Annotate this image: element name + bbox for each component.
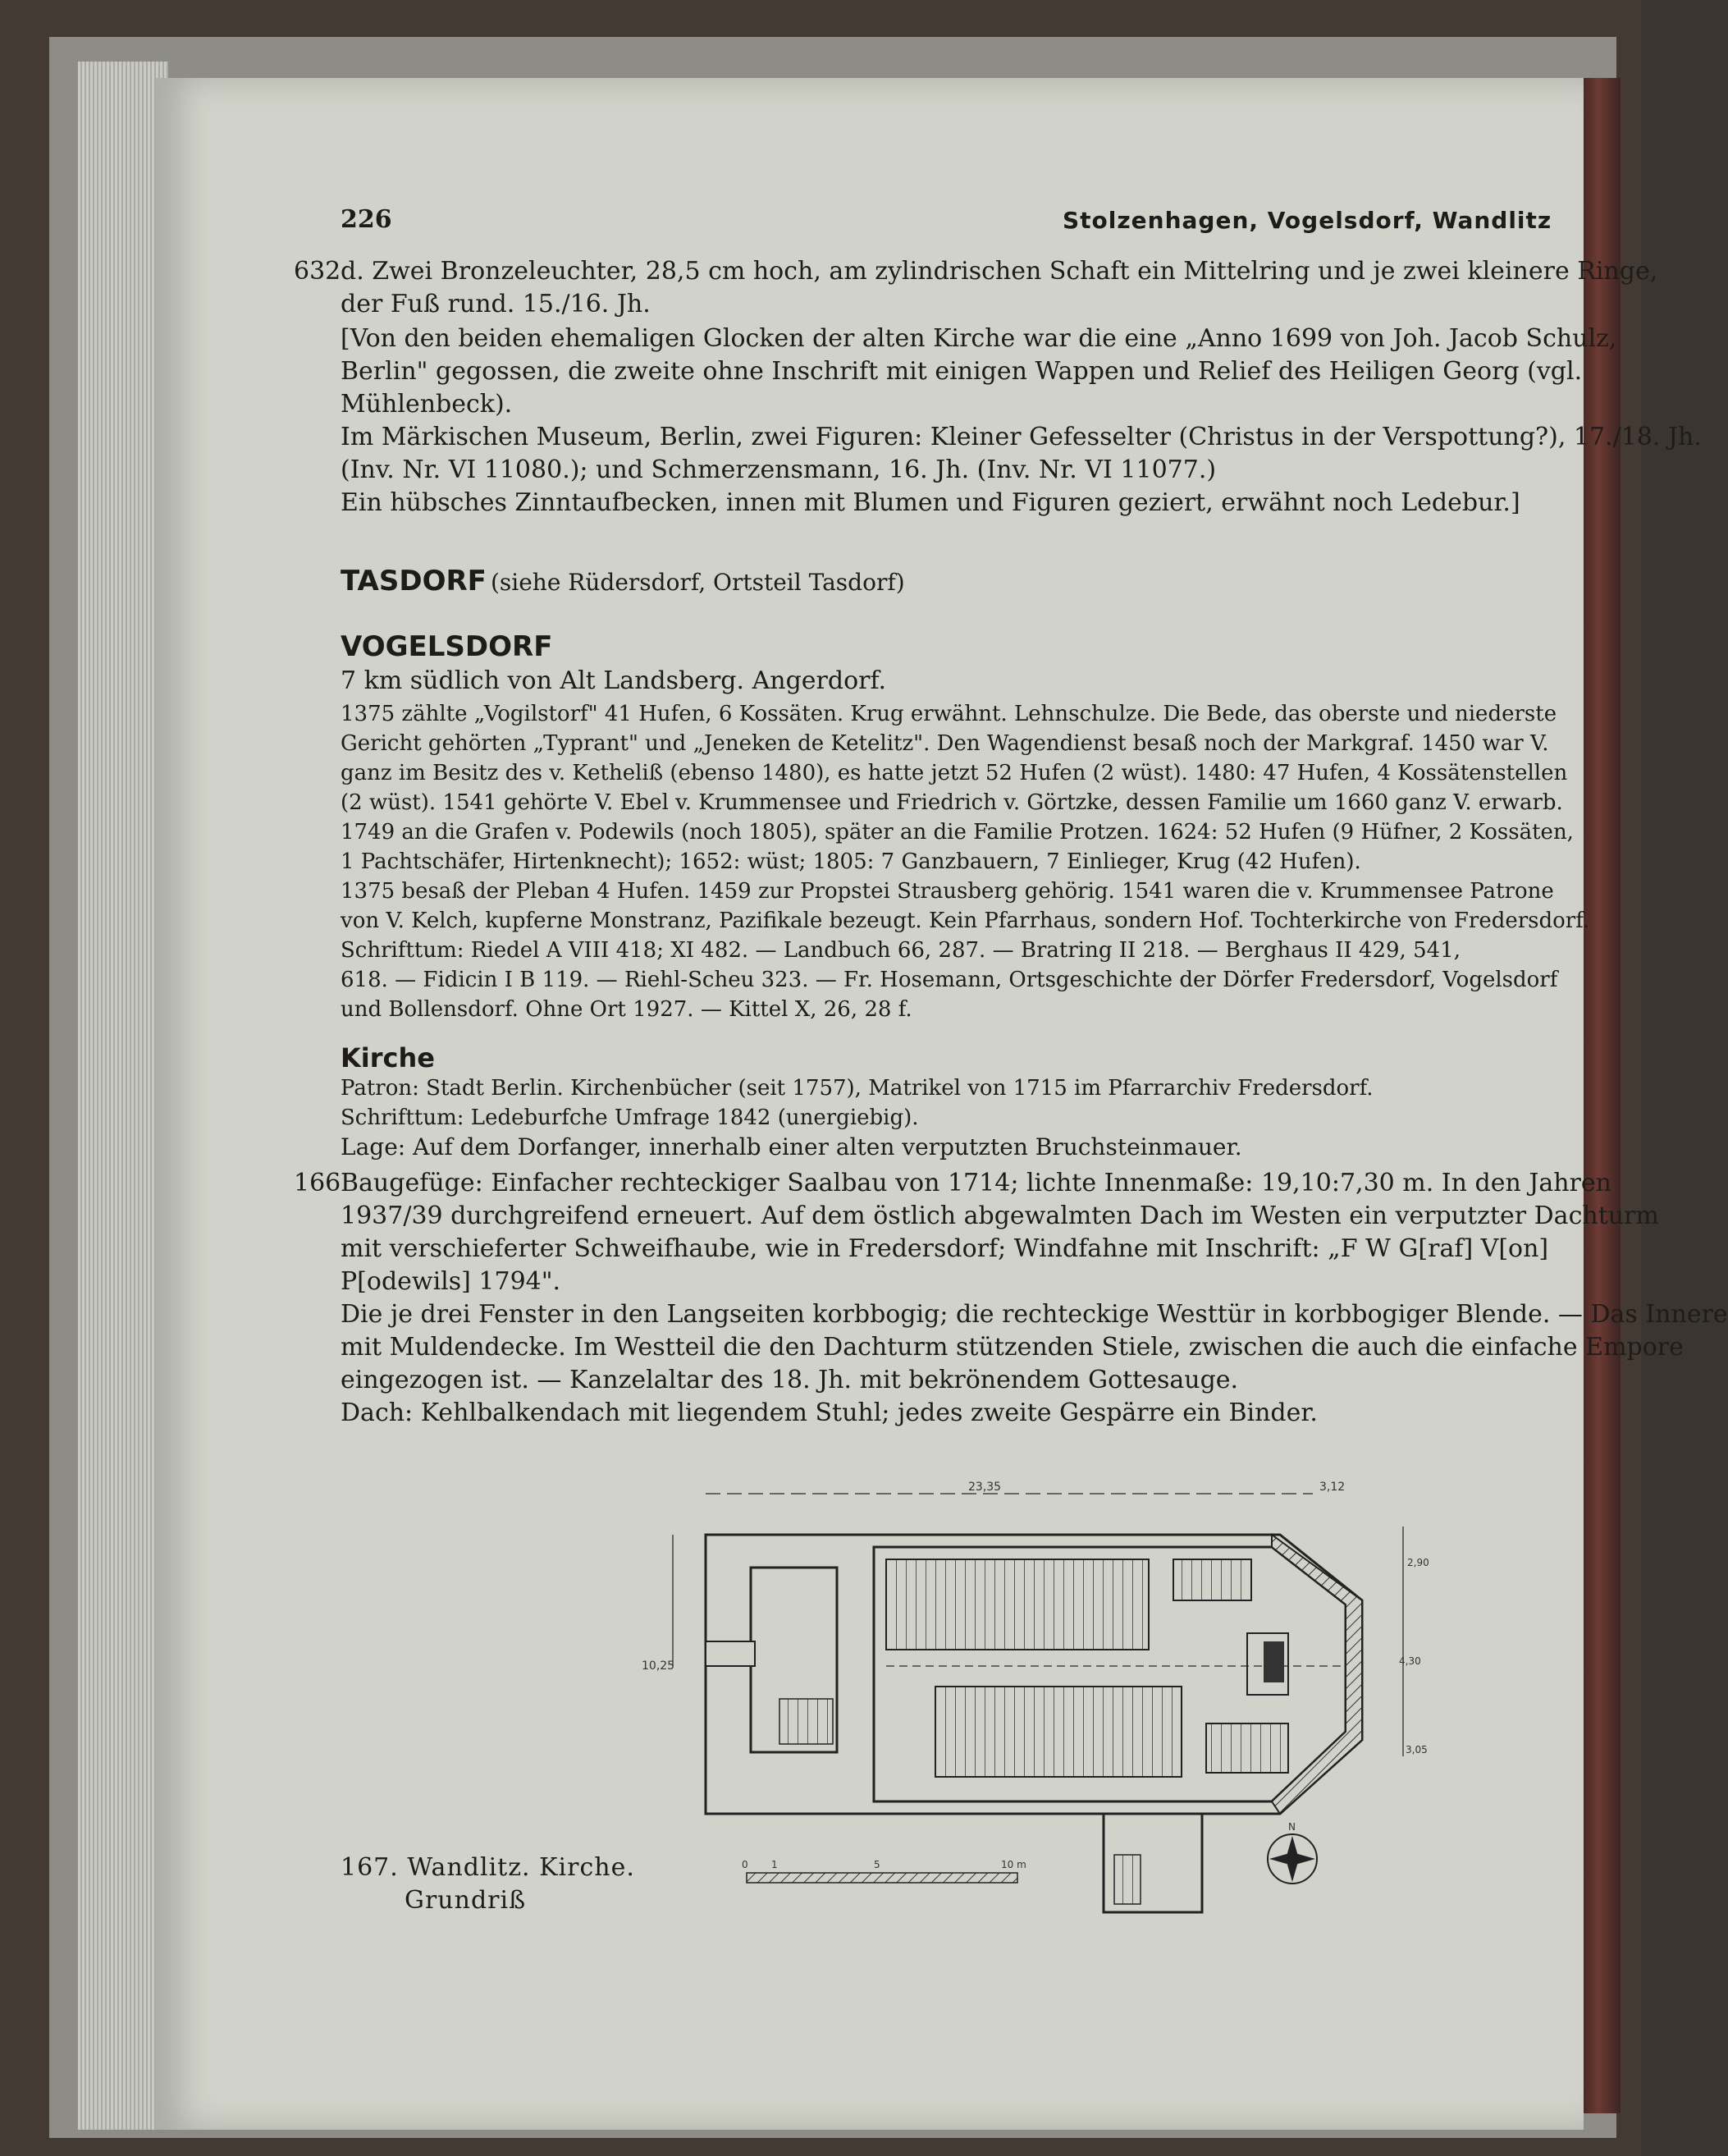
- text-line: mit Muldendecke. Im Westteil die den Dachturm stützenden Stiele, zwischen die auch die einfache Empore: [341, 1333, 1684, 1362]
- dimension-label-top-apse: 3,12: [1319, 1481, 1346, 1494]
- text-line: Baugefüge: Einfacher rechteckiger Saalbau von 1714; lichte Innenmaße: 19,10:7,30 m. In den Jahren: [341, 1169, 1611, 1197]
- text-line: Schrifttum: Ledeburfche Umfrage 1842 (unergiebig).: [341, 1105, 919, 1130]
- text-line: von V. Kelch, kupferne Monstranz, Pazifikale bezeugt. Kein Pfarrhaus, sondern Hof. Tochterkirche von Fredersdorf.: [341, 909, 1590, 933]
- scale-label-5: 5: [874, 1859, 880, 1870]
- text-line: 1375 zählte „Vogilstorf" 41 Hufen, 6 Kossäten. Krug erwähnt. Lehnschulze. Die Bede, das oberste und niederste: [341, 702, 1557, 726]
- text-line: [Von den beiden ehemaligen Glocken der alten Kirche war die eine „Anno 1699 von Joh. Jacob Schulz,: [341, 324, 1617, 353]
- margin-number-166: 166: [294, 1169, 341, 1197]
- church-floor-plan: [640, 1477, 1429, 1920]
- north-compass-icon: [1268, 1821, 1317, 1884]
- baugefuege-text: [341, 1167, 1728, 1430]
- figure-caption: [341, 1852, 635, 1917]
- text-line: (Inv. Nr. VI 11080.); und Schmerzensmann, 16. Jh. (Inv. Nr. VI 11077.): [341, 455, 1217, 484]
- text-line: P[odewils] 1794".: [341, 1267, 561, 1296]
- text-line: 1 Pachtschäfer, Hirtenknecht); 1652: wüst; 1805: 7 Ganzbauern, 7 Einlieger, Krug (42 Hufen).: [341, 849, 1361, 874]
- vogelsdorf-subtitle: 7 km südlich von Alt Landsberg. Angerdorf.: [341, 666, 887, 695]
- margin-number-632: 632: [294, 257, 341, 286]
- text-line: Im Märkischen Museum, Berlin, zwei Figuren: Kleiner Gefesselter (Christus in der Verspottung?), 17./18. Jh.: [341, 423, 1702, 451]
- altar-inner: [1264, 1641, 1284, 1682]
- page-number: 226: [341, 205, 392, 234]
- text-line: 1749 an die Grafen v. Podewils (noch 1805), später an die Familie Protzen. 1624: 52 Hufen (9 Hüfner, 2 Kossäten,: [341, 820, 1574, 845]
- tasdorf-note: (siehe Rüdersdorf, Ortsteil Tasdorf): [490, 569, 905, 596]
- bells-paragraph: [341, 323, 1702, 520]
- text-line: 618. — Fidicin I B 119. — Riehl-Scheu 323. — Fr. Hosemann, Ortsgeschichte der Dörfer Fredersdorf, Vogelsdorf: [341, 968, 1558, 992]
- text-line: eingezogen ist. — Kanzelaltar des 18. Jh. mit bekrönendem Gottesauge.: [341, 1366, 1239, 1394]
- text-line: der Fuß rund. 15./16. Jh.: [341, 290, 651, 318]
- tasdorf-entry: [341, 565, 905, 597]
- text-line: ganz im Besitz des v. Ketheliß (ebenso 1480), es hatte jetzt 52 Hufen (2 wüst). 1480: 47 Hufen, 4 Kossätenstellen: [341, 761, 1568, 785]
- text-line: Schrifttum: Riedel A VIII 418; XI 482. — Landbuch 66, 287. — Bratring II 218. — Berghaus II 429, 541,: [341, 938, 1461, 963]
- text-line: 1937/39 durchgreifend erneuert. Auf dem östlich abgewalmten Dach im Westen ein verputzter Dachturm: [341, 1202, 1659, 1230]
- caption-line-1: 167. Wandlitz. Kirche.: [341, 1853, 635, 1882]
- dimension-label-right-1: 2,90: [1407, 1557, 1429, 1568]
- west-door: [706, 1641, 755, 1666]
- pew-block-south: [935, 1687, 1182, 1777]
- vogelsdorf-history: [341, 699, 1589, 1024]
- page-stack-edges: [78, 62, 168, 2130]
- scale-label-1: 1: [771, 1859, 778, 1870]
- text-line: und Bollensdorf. Ohne Ort 1927. — Kittel X, 26, 28 f.: [341, 997, 912, 1022]
- scale-label-0: 0: [742, 1859, 748, 1870]
- section-632-text: [341, 255, 1657, 321]
- dimension-label-right-3: 3,05: [1406, 1744, 1428, 1755]
- text-line: Mühlenbeck).: [341, 390, 513, 419]
- kirche-heading: Kirche: [341, 1042, 435, 1073]
- text-line: mit verschieferter Schweifhaube, wie in Fredersdorf; Windfahne mit Inschrift: „F W G[raf] V[on]: [341, 1234, 1549, 1263]
- text-line: Ein hübsches Zinntaufbecken, innen mit Blumen und Figuren geziert, erwähnt noch Ledebur.]: [341, 488, 1520, 517]
- scale-label-10: 10 m: [1001, 1859, 1026, 1870]
- text-line: Die je drei Fenster in den Langseiten korbbogig; die rechteckige Westtür in korbbogiger Blende. — Das Innere: [341, 1300, 1728, 1329]
- north-label: N: [1288, 1821, 1296, 1833]
- caption-line-2: Grundriß: [405, 1886, 527, 1915]
- porch-stair: [1114, 1855, 1141, 1904]
- pew-block-east-south: [1206, 1723, 1288, 1773]
- tasdorf-heading: TASDORF: [341, 565, 487, 597]
- pew-block-north: [886, 1559, 1149, 1650]
- kirche-meta: [341, 1073, 1374, 1162]
- text-line: (2 wüst). 1541 gehörte V. Ebel v. Krummensee und Friedrich v. Görtzke, dessen Familie um 1660 ganz V. erwarb.: [341, 790, 1563, 815]
- text-line: d. Zwei Bronzeleuchter, 28,5 cm hoch, am zylindrischen Schaft ein Mittelring und je zwei kleinere Ringe,: [341, 257, 1658, 286]
- scale-bar: [742, 1859, 1026, 1883]
- dimension-label-left: 10,25: [642, 1659, 675, 1673]
- dimension-label-top-main: 23,35: [968, 1481, 1002, 1494]
- text-line: Berlin" gegossen, die zweite ohne Inschrift mit einigen Wappen und Relief des Heiligen Georg (vgl.: [341, 357, 1583, 386]
- text-line: 1375 besaß der Pleban 4 Hufen. 1459 zur Propstei Strausberg gehörig. 1541 waren die v. Krummensee Patrone: [341, 879, 1554, 904]
- dimension-label-right-2: 4,30: [1399, 1655, 1421, 1667]
- text-line: Dach: Kehlbalkendach mit liegendem Stuhl; jedes zweite Gespärre ein Binder.: [341, 1398, 1318, 1427]
- west-stair: [779, 1699, 833, 1744]
- pew-block-east-north: [1173, 1559, 1251, 1600]
- text-line: Gericht gehörten „Typrant" und „Jeneken de Ketelitz". Den Wagendienst besaß noch der Markgraf. 1450 war V.: [341, 731, 1549, 756]
- text-line: Lage: Auf dem Dorfanger, innerhalb einer alten verputzten Bruchsteinmauer.: [341, 1133, 1242, 1160]
- running-title: Stolzenhagen, Vogelsdorf, Wandlitz: [1063, 207, 1552, 234]
- vogelsdorf-heading: VOGELSDORF: [341, 630, 553, 663]
- text-line: Patron: Stadt Berlin. Kirchenbücher (seit 1757), Matrikel von 1715 im Pfarrarchiv Fredersdorf.: [341, 1076, 1374, 1101]
